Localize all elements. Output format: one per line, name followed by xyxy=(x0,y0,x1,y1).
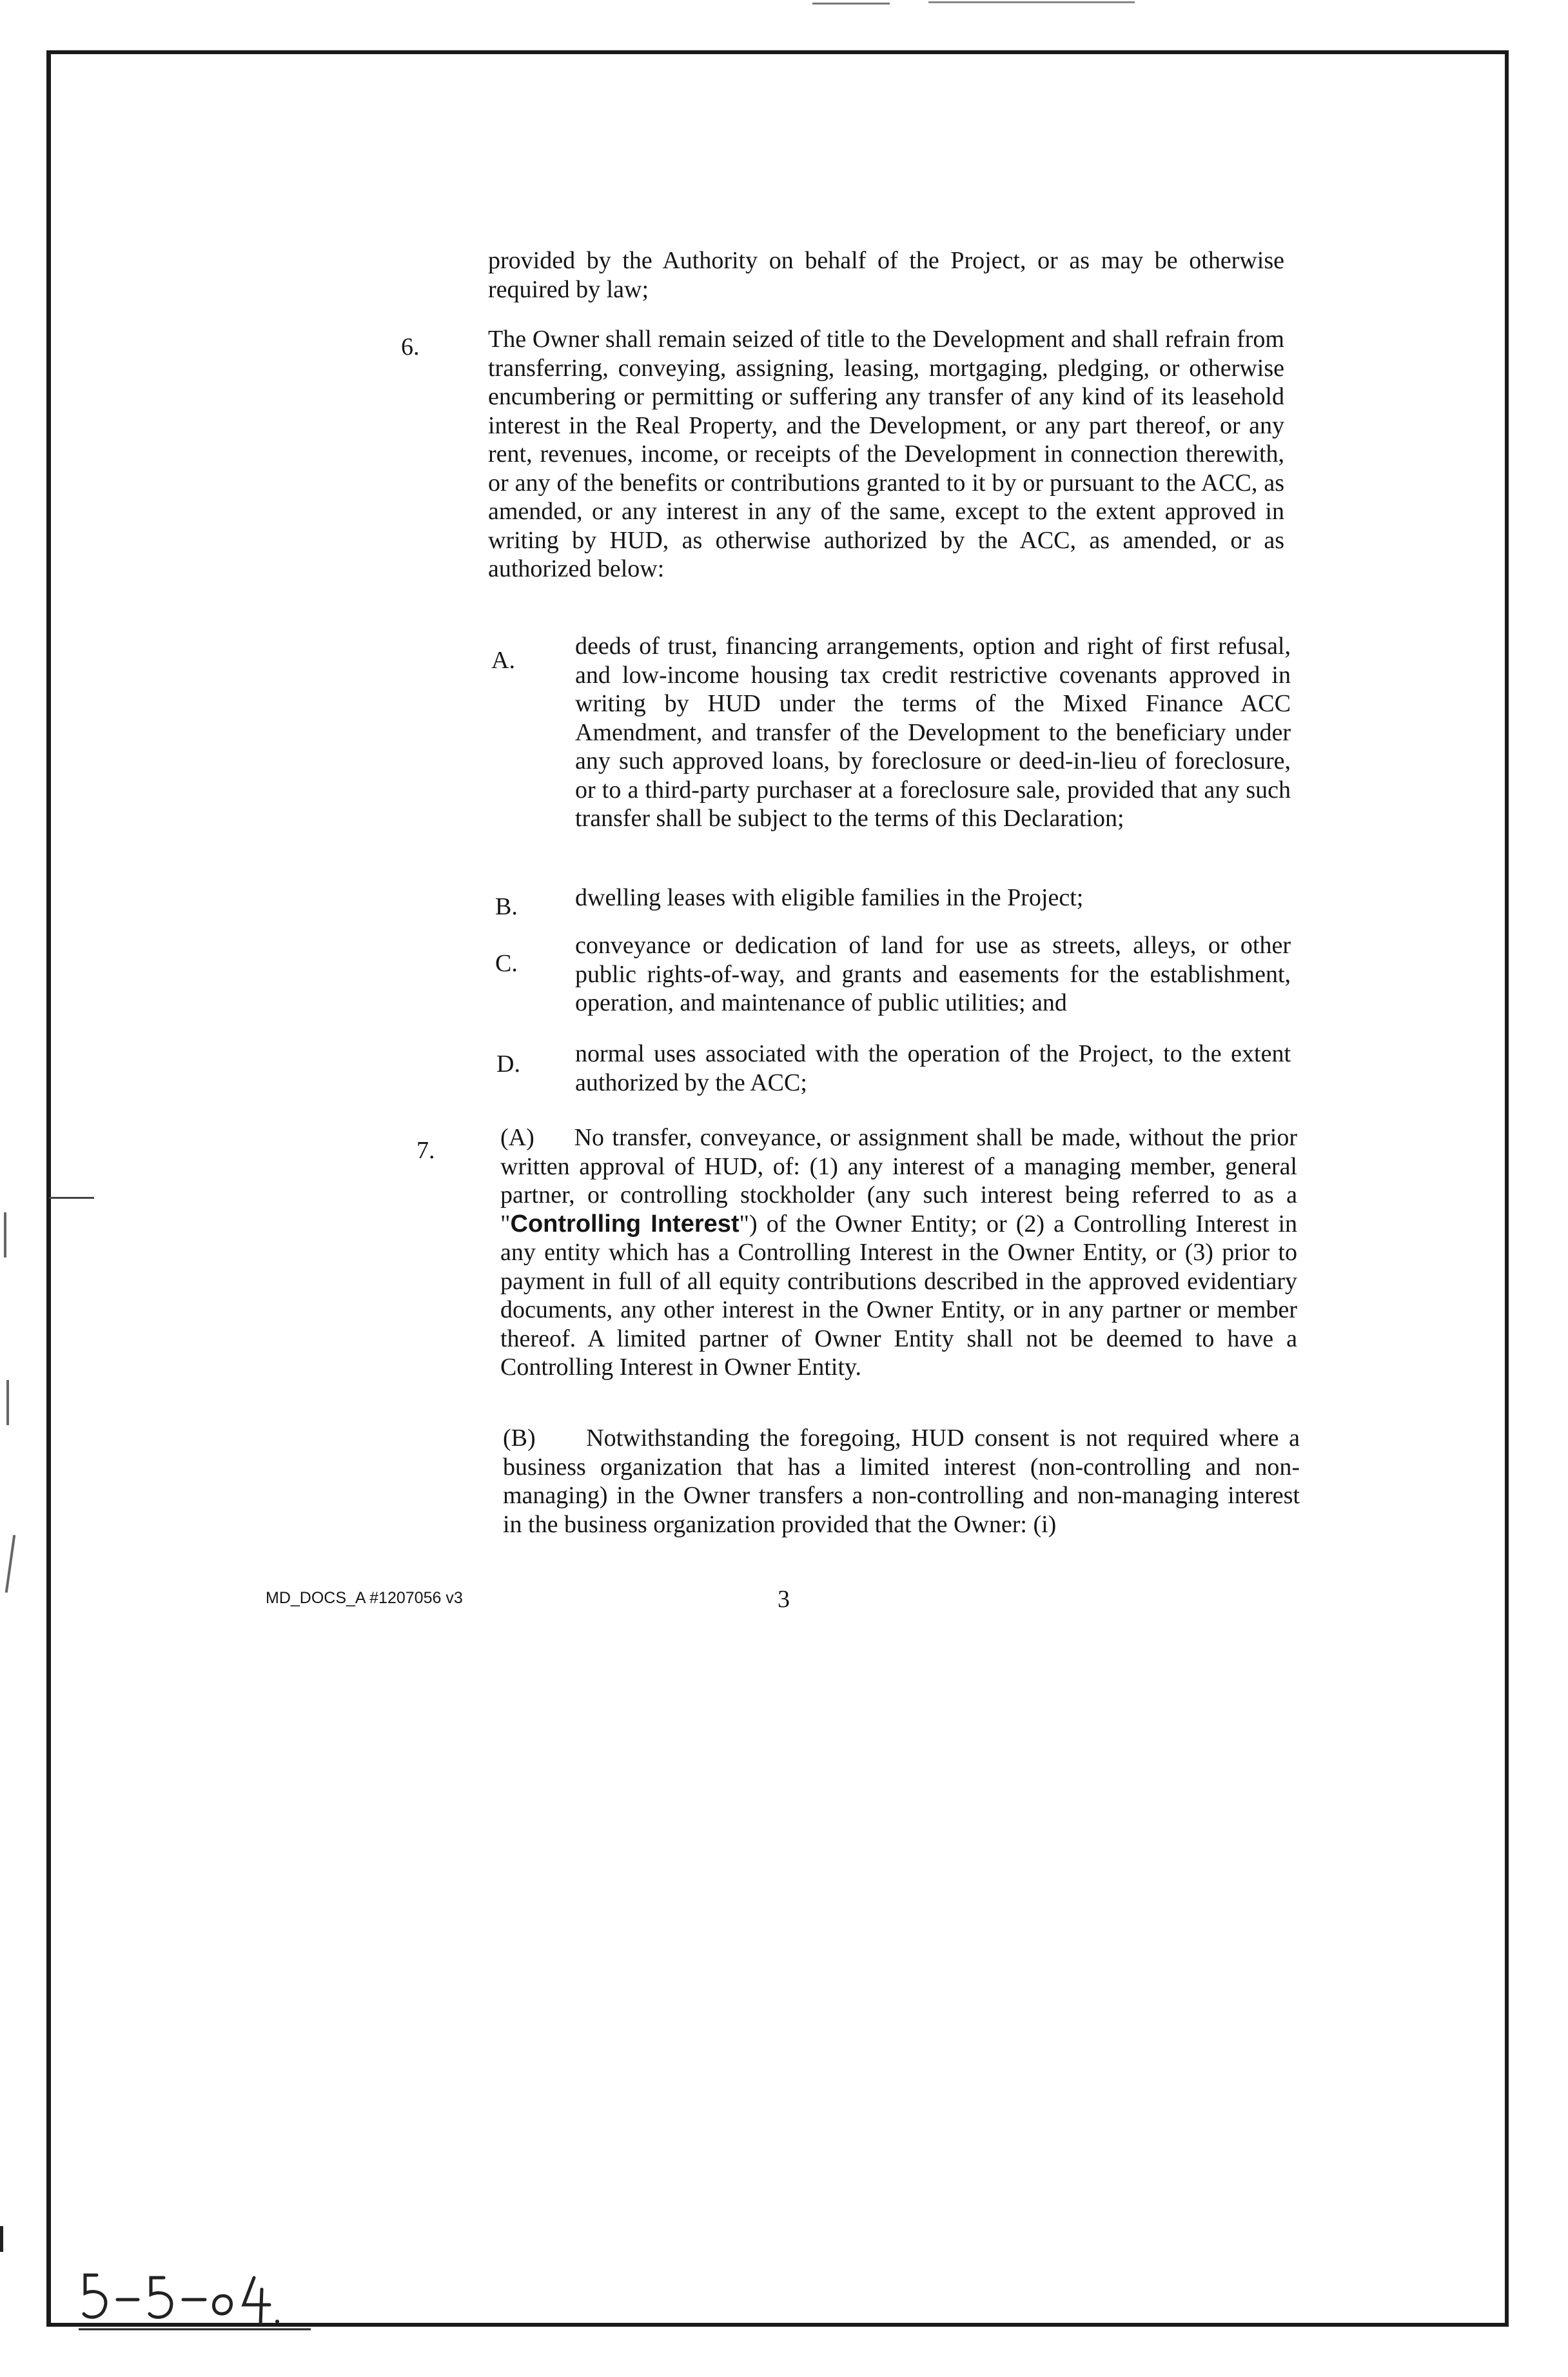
item-7a-text-after: ") of the Owner Entity; or (2) a Controlling Interest in any entity which has a Controlling Interest in the Owner Entity, or (3) prior to payment in full of all equity contributions described in the approved evidentiary documents, any other interest in the Owner Entity, or in any partner or member thereof. A limited partner of Owner Entity shall not be deemed to have a Controlling Interest in Owner Entity. xyxy=(500,1210,1297,1381)
item-7a-label: (A) xyxy=(500,1124,534,1151)
item-7a-paragraph xyxy=(500,1123,1297,1382)
footer-page-number: 3 xyxy=(778,1586,790,1613)
scan-artifact-left-4 xyxy=(0,2226,3,2252)
controlling-interest-term: Controlling Interest xyxy=(510,1210,740,1238)
subitem-b-paragraph: dwelling leases with eligible families in the Project; xyxy=(575,884,1084,911)
scan-artifact-top xyxy=(812,3,890,5)
scan-artifact-dash xyxy=(49,1197,94,1199)
item-7b-label: (B) xyxy=(503,1425,536,1452)
item-7a-text-before: No transfer, conveyance, or assignment shall be made, without the prior written approval of HUD, of: (1) any interest of a managing member, general partner, or controlling stockholder (any such interest being referred to as a " xyxy=(500,1124,1297,1238)
scan-artifact-left-1 xyxy=(4,1212,6,1258)
subitem-c-label: C. xyxy=(495,950,518,977)
intro-paragraph: provided by the Authority on behalf of the Project, or as may be otherwise required by law; xyxy=(488,247,1284,303)
item-7b-paragraph xyxy=(503,1424,1300,1539)
footer-document-id: MD_DOCS_A #1207056 v3 xyxy=(266,1589,463,1607)
item-6-paragraph: The Owner shall remain seized of title to the Development and shall refrain from transferring, conveying, assigning, leasing, mortgaging, pledging, or otherwise encumbering or permitting or suffering any transfer of any kind of its leasehold interest in the Real Property, and the Development, or any part thereof, or any rent, revenues, income, or receipts of the Development in connection therewith, or any of the benefits or contributions granted to it by or pursuant to the ACC, as amended, or any interest in any of the same, except to the extent approved in writing by HUD, as otherwise authorized by the ACC, as amended, or as authorized below: xyxy=(488,326,1284,582)
subitem-c-paragraph: conveyance or dedication of land for use as streets, alleys, or other public rights-of-way, and grants and easements for the establishment, operation, and maintenance of public utilities; and xyxy=(575,932,1291,1016)
handwritten-date-signature xyxy=(79,2262,311,2333)
subitem-a-label: A. xyxy=(491,647,515,674)
scan-artifact-left-3 xyxy=(5,1535,15,1593)
item-6-number: 6. xyxy=(401,333,420,360)
subitem-a-paragraph: deeds of trust, financing arrangements, option and right of first refusal, and low-income housing tax credit restrictive covenants approved in writing by HUD under the terms of the Mixed Finance ACC Amendment, and transfer of the Development to the beneficiary under any such approved loans, by foreclosure or deed-in-lieu of foreclosure, or to a third-party purchaser at a foreclosure sale, provided that any such transfer shall be subject to the terms of this Declaration; xyxy=(575,633,1291,832)
subitem-d-paragraph: normal uses associated with the operation of the Project, to the extent authorized by the ACC; xyxy=(575,1040,1291,1096)
scan-artifact-left-2 xyxy=(6,1380,9,1425)
subitem-d-label: D. xyxy=(496,1050,520,1078)
subitem-b-label: B. xyxy=(495,893,518,920)
item-7b-text: Notwithstanding the foregoing, HUD consent is not required where a business organization that has a limited interest (non-controlling and non-managing) in the Owner transfers a non-controlling and non-managing interest in the business organization provided that the Owner: (i) xyxy=(503,1425,1300,1538)
scan-artifact-top-right xyxy=(928,1,1135,3)
item-7-number: 7. xyxy=(416,1137,435,1164)
